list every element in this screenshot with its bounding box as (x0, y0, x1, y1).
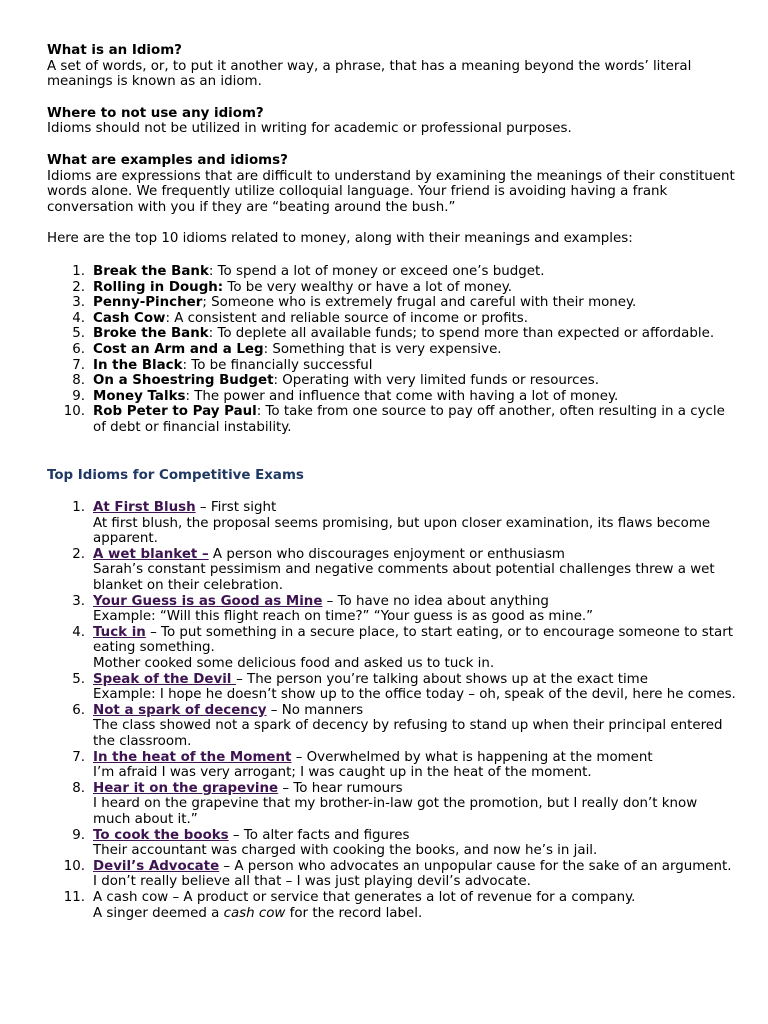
idiom-meaning: – No manners (266, 702, 364, 718)
money-idioms-list (47, 264, 737, 436)
idiom-example: I don’t really believe all that – I was just playing devil’s advocate. (93, 874, 531, 890)
item-number: 4. (72, 310, 85, 326)
list-item (47, 750, 737, 781)
list-item (47, 342, 737, 358)
idiom-link[interactable]: Devil’s Advocate (93, 858, 220, 874)
idiom-example: Mother cooked some delicious food and asked us to tuck in. (93, 656, 495, 671)
idiom-meaning: – To hear rumours (278, 780, 403, 796)
idiom-example: Example: I hope he doesn’t show up to the office today – oh, speak of the devil, here he comes. (93, 687, 736, 703)
item-number: 3. (72, 295, 85, 311)
idiom-definition: : Something that is very expensive. (263, 341, 502, 357)
qa-what-is-idiom (47, 43, 737, 90)
idiom-definition: : To be financially successful (182, 357, 373, 373)
idiom-example: I’m afraid I was very arrogant; I was caught up in the heat of the moment. (93, 765, 592, 781)
idiom-example: I heard on the grapevine that my brother-in-law got the promotion, but I really don’t know much about it.” (93, 796, 698, 827)
list-item (47, 358, 737, 374)
list-item (47, 828, 737, 859)
item-number: 6. (72, 341, 85, 357)
list-item (47, 311, 737, 327)
idiom-term: Broke the Bank (93, 326, 209, 342)
item-number: 2. (72, 279, 85, 295)
idiom-definition: To be very wealthy or have a lot of money. (223, 279, 513, 295)
item-number: 5. (72, 671, 85, 687)
list-item (47, 373, 737, 389)
answer-text: Idioms are expressions that are difficult to understand by examining the meanings of their constituent words alone. We frequently utilize colloquial language. Your friend is avoiding having a frank conversation with you if they are “beating around the bush.” (47, 168, 735, 215)
idiom-meaning: – To put something in a secure place, to start eating, or to encourage someone to start eating something. (93, 624, 733, 656)
list-item (47, 264, 737, 280)
idiom-example: At first blush, the proposal seems promising, but upon closer examination, its flaws become apparent. (93, 515, 711, 547)
item-number: 2. (72, 546, 85, 562)
question-heading: What are examples and idioms? (47, 152, 288, 168)
item-number: 9. (72, 827, 85, 843)
item-number: 4. (72, 624, 85, 640)
idiom-link[interactable]: A wet blanket – (93, 546, 209, 562)
idiom-definition: : Operating with very limited funds or resources. (273, 373, 599, 389)
item-number: 8. (72, 373, 85, 389)
question-heading: What is an Idiom? (47, 43, 182, 58)
idiom-link[interactable]: Speak of the Devil (93, 671, 237, 687)
answer-text: A set of words, or, to put it another way, a phrase, that has a meaning beyond the words’ literal meanings is known as an idiom. (47, 58, 692, 90)
idiom-definition: : The power and influence that come with having a lot of money. (185, 388, 619, 404)
list-item (47, 404, 737, 435)
list-item (47, 500, 737, 547)
item-number: 9. (72, 388, 85, 404)
idiom-link[interactable]: In the heat of the Moment (93, 749, 292, 765)
item-number: 1. (72, 263, 85, 279)
idiom-meaning: A person who discourages enjoyment or enthusiasm (208, 546, 565, 562)
item-number: 10. (63, 858, 85, 874)
idiom-meaning: – Overwhelmed by what is happening at the moment (291, 749, 653, 765)
idiom-term: Cash Cow (93, 310, 166, 326)
qa-examples (47, 153, 737, 215)
idiom-link[interactable]: Tuck in (93, 624, 146, 640)
idiom-term: Cost an Arm and a Leg (93, 341, 264, 357)
idiom-meaning: – The person you’re talking about shows up at the exact time (236, 671, 648, 687)
answer-text: Idioms should not be utilized in writing for academic or professional purposes. (47, 121, 572, 137)
list-item (47, 295, 737, 311)
idiom-meaning: – First sight (195, 500, 277, 516)
idiom-meaning: – To alter facts and figures (228, 827, 410, 843)
list-item (47, 781, 737, 828)
idiom-definition: : A consistent and reliable source of income or profits. (165, 310, 529, 326)
idiom-term: Break the Bank (93, 263, 209, 279)
example-emphasis: cash cow (223, 905, 286, 921)
idiom-definition: ; Someone who is extremely frugal and careful with their money. (202, 295, 637, 311)
idiom-example: The class showed not a spark of decency by refusing to stand up when their principal entered the classroom. (93, 718, 723, 749)
idiom-meaning: – A person who advocates an unpopular cause for the sake of an argument. (219, 858, 732, 874)
idiom-example: Sarah’s constant pessimism and negative comments about potential challenges threw a wet blanket on their celebration. (93, 562, 715, 594)
idiom-term: In the Black (93, 357, 183, 373)
list-item (47, 859, 737, 890)
idiom-link[interactable]: Hear it on the grapevine (93, 780, 279, 796)
idiom-definition: : To spend a lot of money or exceed one’s budget. (208, 263, 545, 279)
idiom-term: Money Talks (93, 388, 186, 404)
list-item (47, 547, 737, 594)
list-item (47, 280, 737, 296)
idiom-meaning: – To have no idea about anything (322, 593, 549, 609)
idiom-line: A cash cow – A product or service that generates a lot of revenue for a company. (93, 889, 636, 905)
example-text-before: A singer deemed a (93, 905, 224, 921)
item-number: 1. (72, 500, 85, 516)
idiom-link[interactable]: At First Blush (93, 500, 196, 516)
idiom-link[interactable]: Your Guess is as Good as Mine (93, 593, 323, 609)
item-number: 10. (63, 404, 85, 420)
idiom-term: Rolling in Dough: (93, 279, 224, 295)
idiom-definition: : To take from one source to pay off another, often resulting in a cycle of debt or financial instability. (93, 404, 725, 435)
idiom-link[interactable]: To cook the books (93, 827, 229, 843)
item-number: 7. (72, 749, 85, 765)
qa-where-not-use (47, 106, 737, 137)
example-text-after: for the record label. (285, 905, 423, 921)
exam-section-title: Top Idioms for Competitive Exams (47, 468, 304, 484)
list-item (47, 672, 737, 703)
item-number: 7. (72, 357, 85, 373)
item-number: 6. (72, 702, 85, 718)
idiom-example: Their accountant was charged with cooking the books, and now he’s in jail. (93, 843, 598, 859)
idiom-example: Example: “Will this flight reach on time?” “Your guess is as good as mine.” (93, 609, 594, 625)
idiom-definition: : To deplete all available funds; to spend more than expected or affordable. (208, 326, 715, 342)
list-item (47, 389, 737, 405)
question-heading: Where to not use any idiom? (47, 105, 264, 121)
list-item (47, 326, 737, 342)
idiom-term: Penny-Pincher (93, 295, 203, 311)
item-number: 11. (63, 889, 85, 905)
idiom-example (93, 906, 737, 922)
idiom-term: Rob Peter to Pay Paul (93, 404, 257, 420)
item-number: 8. (72, 780, 85, 796)
item-number: 5. (72, 326, 85, 342)
money-intro: Here are the top 10 idioms related to money, along with their meanings and examples: (47, 231, 633, 247)
list-item (47, 890, 737, 921)
list-item (47, 703, 737, 750)
list-item (47, 625, 737, 672)
exam-idioms-list (47, 500, 737, 921)
idiom-link[interactable]: Not a spark of decency (93, 702, 267, 718)
idiom-term: On a Shoestring Budget (93, 373, 274, 389)
item-number: 3. (72, 593, 85, 609)
document-body (47, 43, 737, 921)
list-item (47, 594, 737, 625)
